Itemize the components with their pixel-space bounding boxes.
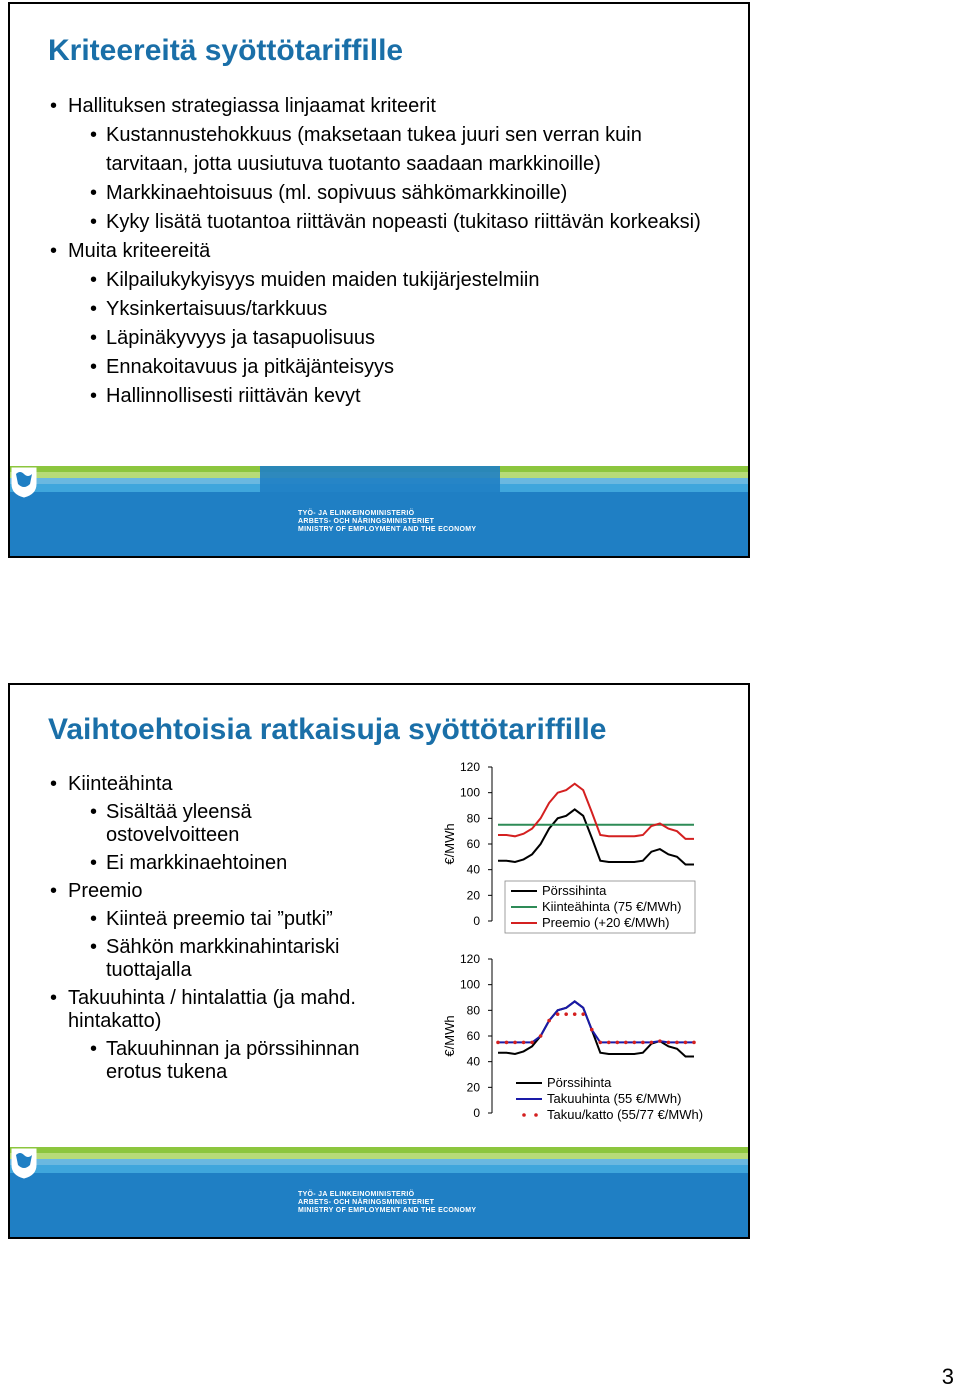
data-point xyxy=(547,1019,551,1023)
series-line-0 xyxy=(498,1001,694,1056)
bullet-item: • Takuuhinta / hintalattia (ja mahd. hintakatto) xyxy=(48,987,388,1033)
ministry-name-sv: ARBETS- OCH NÄRINGSMINISTERIET xyxy=(298,1199,435,1206)
slide-2-bullets xyxy=(48,773,388,1089)
bullet-item: • Sähkön markkinahintariski tuottajalla xyxy=(48,936,388,982)
y-tick-label: 40 xyxy=(466,1054,480,1069)
y-tick-label: 100 xyxy=(459,785,480,800)
ministry-name xyxy=(298,1191,476,1215)
data-point xyxy=(641,1041,645,1045)
y-tick-label: 20 xyxy=(466,888,480,903)
ministry-name-fi: TYÖ- JA ELINKEINOMINISTERIÖ xyxy=(298,510,415,517)
coat-of-arms-logo xyxy=(10,466,38,498)
y-axis-label: €/MWh xyxy=(442,823,457,865)
bullet-item: • Kustannustehokkuus (maksetaan tukea juuri sen verran kuin tarvitaan, jotta uusiutuva tuotanto saadaan markkinoille) xyxy=(48,121,728,179)
data-point xyxy=(581,1012,585,1016)
y-tick-label: 80 xyxy=(466,1003,480,1018)
data-point xyxy=(496,1041,500,1045)
bullet-item: • Kiinteä preemio tai ”putki” xyxy=(48,908,388,931)
series-line-2 xyxy=(498,784,694,839)
bullet-item: • Muita kriteereitä xyxy=(48,237,728,266)
legend-label: Kiinteähinta (75 €/MWh) xyxy=(542,899,682,914)
data-point xyxy=(692,1041,696,1045)
bullet-item: • Hallituksen strategiassa linjaamat kriteerit xyxy=(48,92,728,121)
slide-1-title: Kriteereitä syöttötariffille xyxy=(48,34,404,67)
y-axis-label: €/MWh xyxy=(442,1015,457,1057)
data-point xyxy=(522,1041,526,1045)
data-point xyxy=(675,1041,679,1045)
slide-2-footer xyxy=(10,1147,748,1237)
data-point xyxy=(590,1028,594,1032)
data-point xyxy=(616,1041,620,1045)
price-charts xyxy=(410,755,720,1140)
legend-label: Pörssihinta xyxy=(542,883,607,898)
ministry-name-fi: TYÖ- JA ELINKEINOMINISTERIÖ xyxy=(298,1191,415,1198)
bullet-item: • Läpinäkyvyys ja tasapuolisuus xyxy=(48,324,728,353)
legend-label: Preemio (+20 €/MWh) xyxy=(542,915,670,930)
series-line-1 xyxy=(498,1001,694,1042)
bullet-item: • Ei markkinaehtoinen xyxy=(48,852,388,875)
slide-2-title: Vaihtoehtoisia ratkaisuja syöttötariffille xyxy=(48,713,607,746)
ministry-name xyxy=(298,510,476,534)
y-tick-label: 20 xyxy=(466,1080,480,1095)
slide-1-bullets xyxy=(48,92,728,411)
legend-label: Takuu/katto (55/77 €/MWh) xyxy=(547,1107,704,1122)
slide-1-footer xyxy=(10,466,748,556)
data-point xyxy=(633,1041,637,1045)
y-tick-label: 120 xyxy=(459,760,480,774)
y-tick-label: 0 xyxy=(473,1106,480,1120)
data-point xyxy=(624,1041,628,1045)
data-point xyxy=(667,1041,671,1045)
bullet-item: • Markkinaehtoisuus (ml. sopivuus sähkömarkkinoille) xyxy=(48,179,728,208)
data-point xyxy=(684,1041,688,1045)
y-tick-label: 120 xyxy=(459,952,480,966)
bullet-item: • Kilpailukykyisyys muiden maiden tukijärjestelmiin xyxy=(48,266,728,295)
y-tick-label: 60 xyxy=(466,1029,480,1043)
data-point xyxy=(513,1041,517,1045)
coat-of-arms-logo xyxy=(10,1147,38,1179)
bullet-item: • Sisältää yleensä ostovelvoitteen xyxy=(48,801,388,847)
data-point xyxy=(658,1039,662,1043)
legend-label: Pörssihinta xyxy=(547,1075,612,1090)
data-point xyxy=(573,1012,577,1016)
y-tick-label: 60 xyxy=(466,837,480,851)
data-point xyxy=(539,1034,543,1038)
y-tick-label: 0 xyxy=(473,914,480,928)
data-point xyxy=(505,1041,509,1045)
data-point xyxy=(598,1041,602,1045)
slide-1 xyxy=(8,2,750,558)
y-tick-label: 100 xyxy=(459,977,480,992)
series-line-0 xyxy=(498,809,694,864)
ministry-name-sv: ARBETS- OCH NÄRINGSMINISTERIET xyxy=(298,518,435,525)
data-point xyxy=(564,1012,568,1016)
bullet-item: • Kiinteähinta xyxy=(48,773,388,796)
ministry-name-en: MINISTRY OF EMPLOYMENT AND THE ECONOMY xyxy=(298,526,477,533)
legend-label: Takuuhinta (55 €/MWh) xyxy=(547,1091,682,1106)
data-point xyxy=(530,1041,534,1045)
data-point xyxy=(650,1041,654,1045)
bullet-item: • Takuuhinnan ja pörssihinnan erotus tukena xyxy=(48,1038,388,1084)
page-number: 3 xyxy=(941,1364,954,1389)
y-tick-label: 80 xyxy=(466,811,480,826)
y-tick-label: 40 xyxy=(466,862,480,877)
bullet-item: • Kyky lisätä tuotantoa riittävän nopeasti (tukitaso riittävän korkeaksi) xyxy=(48,208,728,237)
ministry-name-en: MINISTRY OF EMPLOYMENT AND THE ECONOMY xyxy=(298,1207,477,1214)
legend-swatch xyxy=(534,1113,538,1117)
data-point xyxy=(607,1041,611,1045)
bullet-item: • Ennakoitavuus ja pitkäjänteisyys xyxy=(48,353,728,382)
bullet-item: • Yksinkertaisuus/tarkkuus xyxy=(48,295,728,324)
slide-2 xyxy=(8,683,750,1239)
data-point xyxy=(556,1012,560,1016)
bullet-item: • Hallinnollisesti riittävän kevyt xyxy=(48,382,728,411)
bullet-item: • Preemio xyxy=(48,880,388,903)
legend-swatch xyxy=(522,1113,526,1117)
